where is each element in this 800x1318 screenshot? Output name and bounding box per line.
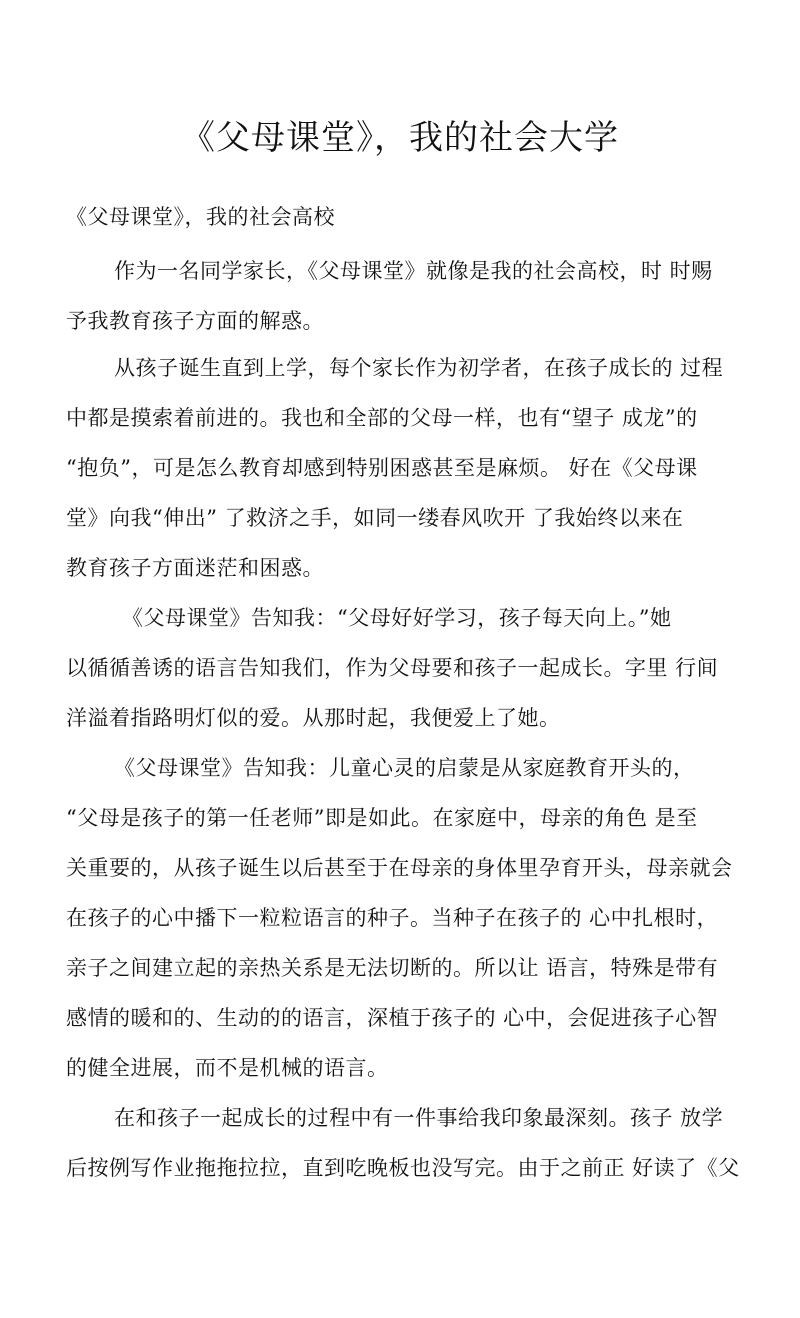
document-title: 《父母课堂》，我的社会大学 bbox=[181, 118, 619, 158]
text-line: 的健全进展，而不是机械的语言。 bbox=[66, 1056, 389, 1080]
text-line: 作为一名同学家长，《父母课堂》就像是我的社会高校，时 时赐 bbox=[114, 259, 713, 283]
text-line: 教育孩子方面迷茫和困惑。 bbox=[66, 556, 324, 580]
text-line: 从孩子诞生直到上学，每个家长作为初学者，在孩子成长的 过程 bbox=[114, 356, 724, 380]
text-line: 《父母课堂》，我的社会高校 bbox=[66, 205, 335, 229]
text-line: 堂》向我“伸出” 了救济之手，如同一缕春风吹开 了我始终以来在 bbox=[66, 506, 684, 530]
text-line: 中都是摸索着前进的。我也和全部的父母一样，也有“望子 成龙”的 bbox=[66, 406, 698, 430]
text-line: 关重要的，从孩子诞生以后甚至于在母亲的身体里孕育开头，母亲就会 bbox=[66, 856, 733, 880]
text-line: 《父母课堂》告知我：“父母好好学习，孩子每天向上。”她 bbox=[122, 606, 672, 630]
text-line: 亲子之间建立起的亲热关系是无法切断的。所以让 语言，特殊是带有 bbox=[66, 956, 719, 980]
text-line: 洋溢着指路明灯似的爱。从那时起，我便爱上了她。 bbox=[66, 706, 561, 730]
text-line: 以循循善诱的语言告知我们，作为父母要和孩子一起成长。字里 行间 bbox=[66, 656, 719, 680]
text-line: 《父母课堂》告知我：儿童心灵的启蒙是从家庭教育开头的， bbox=[114, 756, 695, 780]
text-line: “抱负”，可是怎么教育却感到特别困惑甚至是麻烦。 好在《父母课 bbox=[66, 456, 698, 480]
text-line: 予我教育孩子方面的解惑。 bbox=[66, 309, 324, 333]
text-line: 在孩子的心中播下一粒粒语言的种子。当种子在孩子的 心中扎根时， bbox=[66, 906, 719, 930]
text-line: 感情的暖和的、生动的的语言，深植于孩子的 心中，会促进孩子心智 bbox=[66, 1006, 719, 1030]
text-line: 在和孩子一起成长的过程中有一件事给我印象最深刻。孩子 放学 bbox=[114, 1106, 724, 1130]
text-line: “父母是孩子的第一任老师”即是如此。在家庭中，母亲的角色 是至 bbox=[66, 806, 698, 830]
text-line: 后按例写作业拖拖拉拉，直到吃晚板也没写完。由于之前正 好读了《父 bbox=[66, 1156, 740, 1180]
